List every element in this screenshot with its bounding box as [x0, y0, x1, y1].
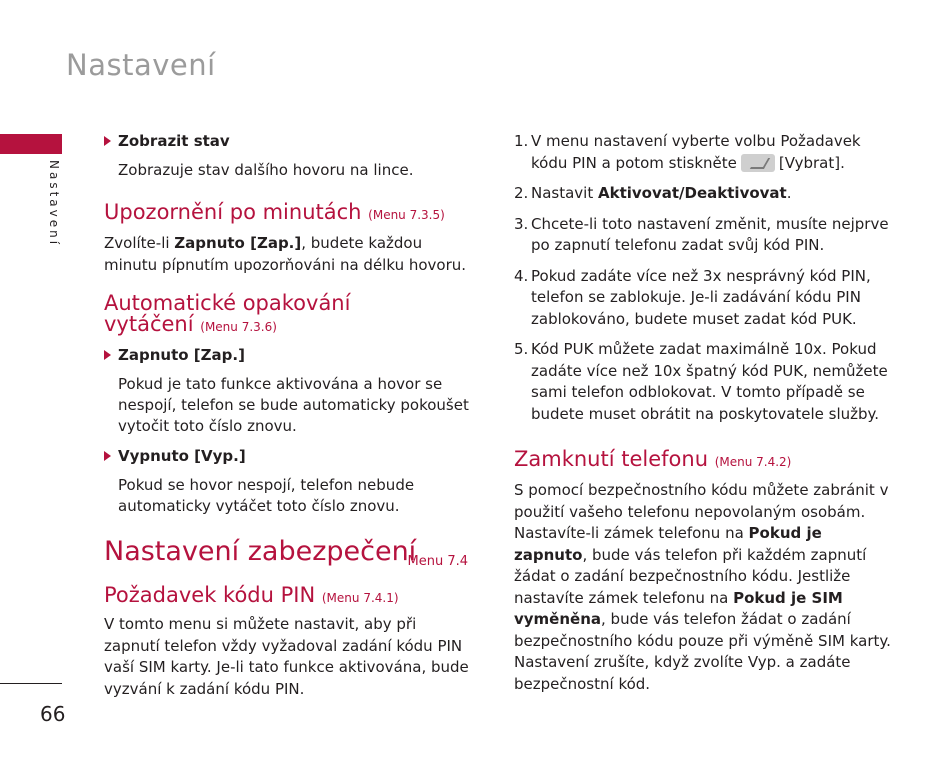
list-item: 4. Pokud zadáte více než 3x nesprávný kód PIN, telefon se zablokuje. Je-li zadávání kódu PIN zablokováno, budete muset zadat kód PUK. — [514, 266, 871, 328]
bullet-heading: Vypnuto [Vyp.] — [104, 446, 474, 466]
triangle-bullet-icon — [104, 451, 111, 461]
paragraph: Pokud je tato funkce aktivována a hovor se nespojí, telefon se bude automaticky pokoušet vytočit toto číslo znovu. — [118, 375, 469, 435]
list-item: 5. Kód PUK můžete zadat maximálně 10x. Pokud zadáte více než 10x špatný kód PUK, nemůžete sami telefon odblokovat. V tomto případě se budete muset obrátit na poskytovatele služby. — [514, 340, 888, 423]
side-tab-marker — [0, 134, 62, 154]
divider — [0, 683, 62, 684]
paragraph: Zvolíte-li Zapnuto [Zap.], budete každou minutu pípnutím upozorňováni na délku hovoru. — [104, 234, 467, 274]
triangle-bullet-icon — [104, 136, 111, 146]
side-section-label: Nastavení — [47, 160, 61, 248]
section-heading: Upozornění po minutách (Menu 7.3.5) — [104, 200, 445, 224]
bullet-heading: Zobrazit stav — [104, 131, 474, 151]
menu-reference: (Menu 7.4.1) — [321, 591, 399, 605]
soft-key-icon — [741, 154, 775, 172]
paragraph: Pokud se hovor nespojí, telefon nebude automaticky vytáčet toto číslo znovu. — [118, 476, 415, 515]
section-heading: Zamknutí telefonu (Menu 7.4.2) — [514, 447, 792, 471]
menu-reference: (Menu 7.3.5) — [368, 208, 445, 222]
menu-reference: (Menu 7.3.6) — [200, 320, 277, 334]
left-column — [104, 131, 474, 700]
triangle-bullet-icon — [104, 350, 111, 360]
list-item: 2. Nastavit Aktivovat/Deaktivovat. — [514, 184, 792, 202]
menu-reference: (Menu 7.4.2) — [714, 455, 792, 469]
steps-list — [514, 131, 894, 425]
page-title: Nastavení — [66, 48, 216, 82]
list-item: 1. V menu nastavení vyberte volbu Požadavek kódu PIN a potom stiskněte [Vybrat]. — [514, 132, 861, 172]
page-number: 66 — [40, 702, 66, 726]
paragraph: Zobrazuje stav dalšího hovoru na lince. — [118, 161, 414, 179]
section-heading: Požadavek kódu PIN (Menu 7.4.1) — [104, 583, 399, 607]
list-item: 3. Chcete-li toto nastavení změnit, musíte nejprve po zapnutí telefonu zadat svůj kód PIN. — [514, 214, 889, 254]
bullet-heading: Zapnuto [Zap.] — [104, 345, 474, 365]
section-heading: Automatické opakování vytáčení (Menu 7.3.6) — [104, 291, 351, 336]
paragraph: V tomto menu si můžete nastavit, aby při zapnutí telefon vždy vyžadoval zadání kódu PIN vaší SIM karty. Je-li tato funkce aktivována, bude vyzvání k zadání kódu PIN. — [104, 615, 469, 698]
menu-reference: Menu 7.4 — [407, 554, 468, 569]
right-column — [514, 131, 894, 695]
chapter-heading: Nastavení zabezpečení Menu 7.4 — [104, 537, 474, 567]
paragraph: S pomocí bezpečnostního kódu můžete zabránit v použití vašeho telefonu nepovolaným osobám. Nastavíte-li zámek telefonu na Pokud je zapnuto, bude vás telefon při každém zapnutí žádat o zadání bezpečnostního kódu. Jestliže nastavíte zámek telefonu na Pokud je SIM vyměněna, bude vás telefon žádat o zadání bezpečnostního kódu pouze při výměně SIM karty. Nastavení zrušíte, když zvolíte Vyp. a zadáte bezpečnostní kód. — [514, 481, 891, 693]
